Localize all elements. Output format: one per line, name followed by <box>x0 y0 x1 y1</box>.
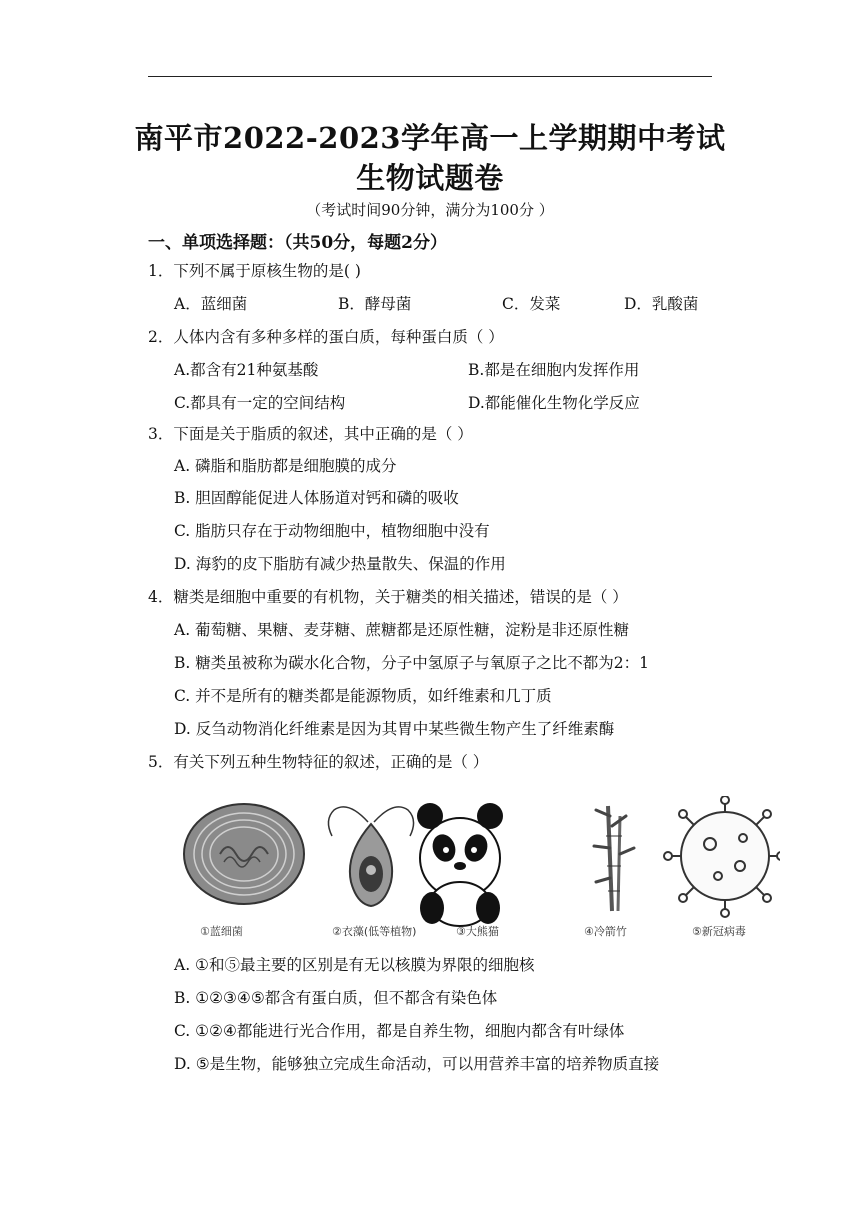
q4-option-a: A. 葡萄糖、果糖、麦芽糖、蔗糖都是还原性糖，淀粉是非还原性糖 <box>174 621 630 639</box>
caption-panda: ③大熊猫 <box>456 925 499 938</box>
top-rule <box>148 76 712 77</box>
caption-coronavirus: ⑤新冠病毒 <box>692 925 746 938</box>
q1-option-d: D．乳酸菌 <box>624 295 699 313</box>
q3-option-b: B. 胆固醇能促进人体肠道对钙和磷的吸收 <box>174 489 459 507</box>
q2-option-b: B.都是在细胞内发挥作用 <box>468 361 640 379</box>
q3-option-a: A. 磷脂和脂肪都是细胞膜的成分 <box>174 457 397 475</box>
exam-subject-title: 生物试题卷 <box>356 161 504 195</box>
q5-option-a: A. ①和⑤最主要的区别是有无以核膜为界限的细胞核 <box>174 956 535 974</box>
coronavirus-illustration <box>664 796 780 917</box>
panda-illustration <box>417 803 503 926</box>
q4-option-c: C. 并不是所有的糖类都是能源物质，如纤维素和几丁质 <box>174 687 552 705</box>
exam-title: 南平市2022-2023学年高一上学期期中考试 <box>134 121 726 155</box>
q2-option-a: A.都含有21种氨基酸 <box>174 361 319 379</box>
caption-cyanobacteria: ①蓝细菌 <box>200 925 243 938</box>
chlamydomonas-illustration <box>328 807 413 906</box>
q1-option-b: B．酵母菌 <box>338 295 412 313</box>
exam-time-note: （考试时间90分钟，满分为100分 ） <box>306 201 554 219</box>
q5-option-b: B. ①②③④⑤都含有蛋白质，但不都含有染色体 <box>174 989 498 1007</box>
caption-bamboo: ④冷箭竹 <box>584 925 627 938</box>
q4-option-d: D. 反刍动物消化纤维素是因为其胃中某些微生物产生了纤维素酶 <box>174 720 615 738</box>
bamboo-illustration <box>594 806 634 911</box>
cyanobacteria-illustration <box>184 804 304 904</box>
q2-option-d: D.都能催化生物化学反应 <box>468 394 640 412</box>
section-heading: 一、单项选择题：（共50分，每题2分） <box>148 233 447 253</box>
q5-option-d: D. ⑤是生物，能够独立完成生命活动，可以用营养丰富的培养物质直接 <box>174 1055 660 1073</box>
caption-chlamydomonas: ②衣藻(低等植物) <box>332 925 417 938</box>
question-5-stem: 5．有关下列五种生物特征的叙述，正确的是（ ） <box>148 753 489 771</box>
q4-option-b: B. 糖类虽被称为碳水化合物，分子中氢原子与氧原子之比不都为2：1 <box>174 654 649 672</box>
q5-option-c: C. ①②④都能进行光合作用，都是自养生物，细胞内都含有叶绿体 <box>174 1022 625 1040</box>
q3-option-d: D. 海豹的皮下脂肪有减少热量散失、保温的作用 <box>174 555 506 573</box>
question-3-stem: 3．下面是关于脂质的叙述，其中正确的是（ ） <box>148 425 473 443</box>
q2-option-c: C.都具有一定的空间结构 <box>174 394 346 412</box>
question-1-stem: 1．下列不属于原核生物的是( ) <box>148 262 361 280</box>
question-2-stem: 2．人体内含有多种多样的蛋白质，每种蛋白质（ ） <box>148 328 504 346</box>
q1-option-a: A．蓝细菌 <box>174 295 248 313</box>
question-4-stem: 4．糖类是细胞中重要的有机物，关于糖类的相关描述，错误的是（ ） <box>148 588 628 606</box>
q1-option-c: C．发菜 <box>502 295 561 313</box>
q3-option-c: C. 脂肪只存在于动物细胞中，植物细胞中没有 <box>174 522 490 540</box>
organisms-figure <box>180 796 780 941</box>
